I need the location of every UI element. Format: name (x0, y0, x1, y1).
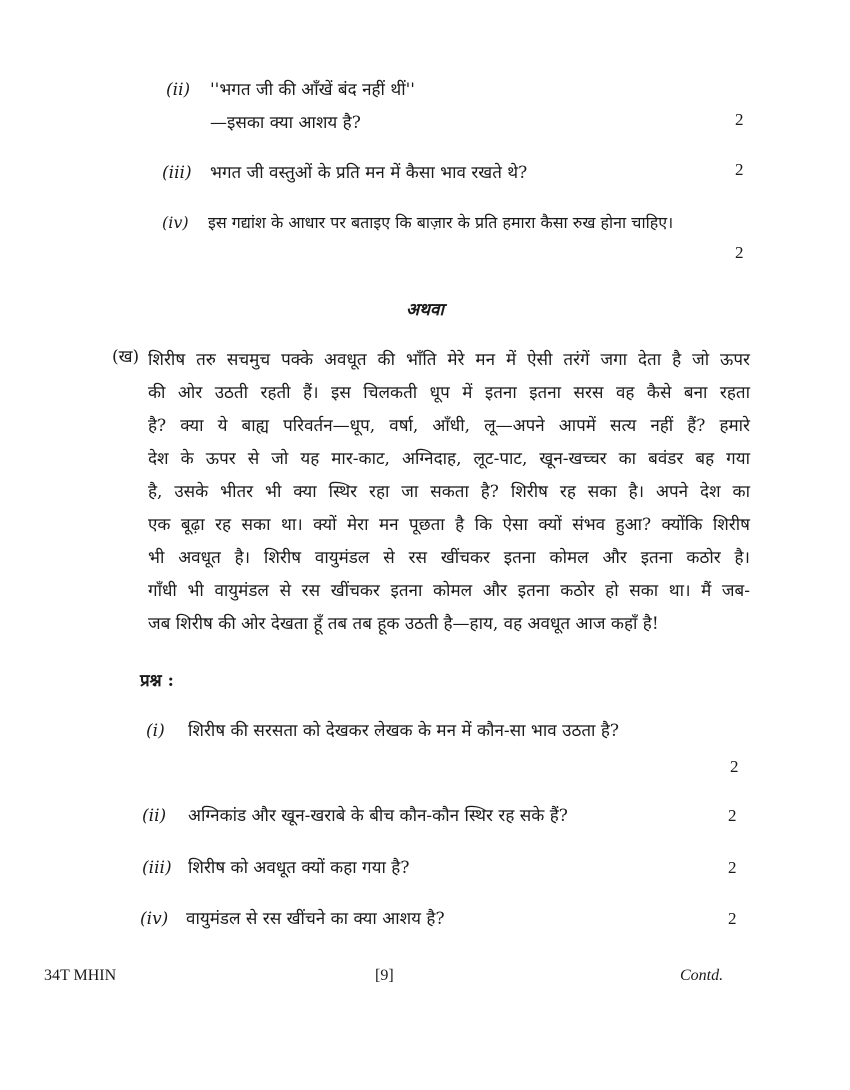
footer-page-number: [9] (375, 967, 394, 984)
passage-line: शिरीष तरु सचमुच पक्के अवधूत की भाँति मेरे मन में ऐसी तरंगें जगा देता है जो ऊपर (148, 350, 750, 370)
question-i (146, 718, 619, 744)
question-text: शिरीष की सरसता को देखकर लेखक के मन में कौन-सा भाव उठता है? (188, 721, 619, 741)
passage-line: भी अवधूत है। शिरीष वायुमंडल से रस खींचकर इतना कोमल और इतना कठोर है। (148, 548, 750, 568)
athva-heading: अथवा (406, 300, 444, 320)
question-text: शिरीष को अवधूत क्यों कहा गया है? (188, 858, 410, 878)
marks: 2 (730, 757, 739, 776)
question-iv (140, 906, 445, 932)
marks: 2 (728, 909, 737, 928)
passage-line: है, उसके भीतर भी क्या स्थिर रहा जा सकता है? शिरीष रह सका है। अपने देश का (148, 482, 750, 502)
marks: 2 (735, 160, 744, 179)
footer-contd: Contd. (680, 967, 724, 984)
question-ii (142, 803, 568, 829)
question-text: इस गद्यांश के आधार पर बताइए कि बाज़ार के प्रति हमारा कैसा रुख होना चाहिए। (208, 213, 674, 232)
passage-line: है? क्या ये बाह्य परिवर्तन—धूप, वर्षा, आँधी, लू—अपने आपमें सत्य नहीं हैं? हमारे (148, 416, 750, 436)
question-iii (142, 855, 409, 881)
question-quote: ''भगत जी की आँखें बंद नहीं थीं'' (210, 80, 415, 100)
question-number: (iv) (140, 909, 169, 929)
question-number: (ii) (142, 806, 167, 826)
passage-line: देश के ऊपर से जो यह मार-काट, अग्निदाह, लूट-पाट, खून-खच्चर का बवंडर बह गया (148, 449, 750, 469)
footer-code: 34T MHIN (44, 967, 117, 984)
question-ii-top-line2: —इसका क्या आशय है? (210, 113, 361, 133)
passage-line: एक बूढ़ा रह सका था। क्यों मेरा मन पूछता है कि ऐसा क्यों संभव हुआ? क्योंकि शिरीष (148, 515, 750, 535)
questions-heading: प्रश्न : (140, 671, 174, 691)
marks: 2 (728, 858, 737, 877)
question-iii-top (162, 160, 527, 186)
passage-label: (ख) (112, 347, 140, 367)
question-number: (iv) (162, 213, 189, 232)
question-number: (ii) (166, 80, 191, 100)
passage-line: गाँधी भी वायुमंडल से रस खींचकर इतना कोमल और इतना कठोर हो सका था। मैं जब- (148, 581, 750, 601)
question-text: अग्निकांड और खून-खराबे के बीच कौन-कौन स्थिर रह सके हैं? (188, 806, 568, 826)
question-text: वायुमंडल से रस खींचने का क्या आशय है? (186, 909, 445, 929)
marks: 2 (735, 243, 744, 262)
question-ii-top (166, 77, 415, 103)
question-text: भगत जी वस्तुओं के प्रति मन में कैसा भाव रखते थे? (210, 163, 528, 183)
passage-line: की ओर उठती रहती हैं। इस चिलकती धूप में इतना इतना सरस वह कैसे बना रहता (148, 383, 750, 403)
passage-line: जब शिरीष की ओर देखता हूँ तब तब हूक उठती है—हाय, वह अवधूत आज कहाँ है! (148, 614, 659, 634)
question-iv-top (162, 210, 673, 236)
marks: 2 (735, 110, 744, 129)
question-number: (i) (146, 721, 165, 741)
question-number: (iii) (162, 163, 192, 183)
marks: 2 (728, 806, 737, 825)
passage (148, 344, 750, 641)
question-number: (iii) (142, 858, 172, 878)
